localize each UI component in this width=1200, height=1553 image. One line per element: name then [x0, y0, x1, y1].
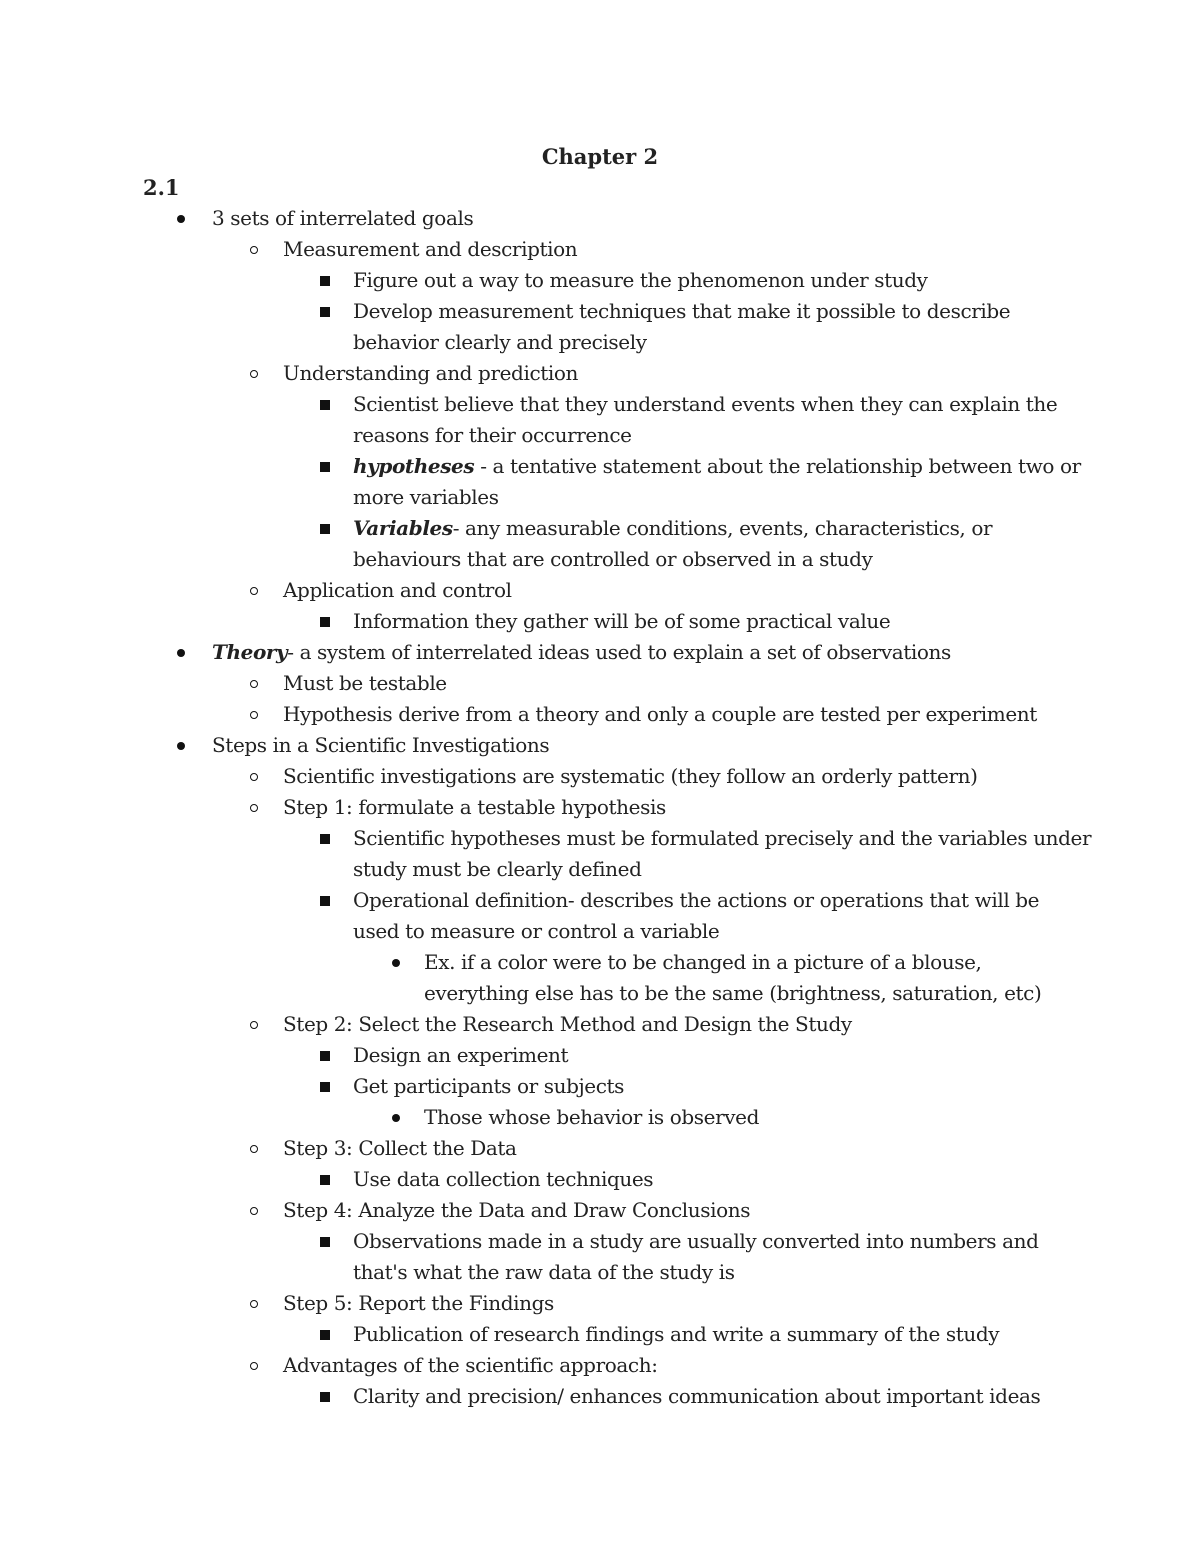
line-text: used to measure or control a variable: [353, 919, 720, 943]
outline-line-level-4: [424, 947, 982, 978]
circle-bullet-icon: [250, 246, 258, 254]
line-text: Step 2: Select the Research Method and Design the Study: [283, 1012, 852, 1036]
circle-bullet-icon: [250, 1021, 258, 1029]
line-text: Advantages of the scientific approach:: [283, 1353, 658, 1377]
outline-line-level-2: [283, 575, 512, 606]
circle-bullet-icon: [250, 680, 258, 688]
outline-line-level-2: [283, 1288, 554, 1319]
outline-line-level-3: [353, 513, 992, 544]
square-bullet-icon: [320, 524, 330, 534]
line-text: - a system of interrelated ideas used to explain a set of observations: [287, 640, 951, 664]
circle-bullet-icon: [250, 1145, 258, 1153]
outline-line-level-3: [353, 854, 641, 885]
outline-line-level-2: [283, 761, 978, 792]
circle-bullet-icon: [250, 773, 258, 781]
line-text: Step 4: Analyze the Data and Draw Conclusions: [283, 1198, 751, 1222]
square-bullet-icon: [320, 1237, 330, 1247]
disc-bullet-icon: [177, 649, 185, 657]
outline-line-level-2: [283, 1133, 517, 1164]
square-bullet-icon: [320, 1175, 330, 1185]
line-text: Design an experiment: [353, 1043, 569, 1067]
line-text: Scientific investigations are systematic (they follow an orderly pattern): [283, 764, 978, 788]
line-text: Clarity and precision/ enhances communication about important ideas: [353, 1384, 1041, 1408]
line-text: - any measurable conditions, events, characteristics, or: [452, 516, 993, 540]
square-bullet-icon: [320, 1051, 330, 1061]
outline-line-level-4: [424, 1102, 759, 1133]
outline-line-level-3: [353, 885, 1039, 916]
line-text: Measurement and description: [283, 237, 578, 261]
circle-bullet-icon: [250, 587, 258, 595]
outline-line-level-3: [353, 1071, 624, 1102]
line-text: Information they gather will be of some practical value: [353, 609, 891, 633]
outline-line-level-2: [283, 668, 447, 699]
line-text: Step 3: Collect the Data: [283, 1136, 517, 1160]
square-bullet-icon: [320, 400, 330, 410]
disc-bullet-icon: [392, 959, 400, 967]
defined-term: Theory: [212, 640, 288, 664]
square-bullet-icon: [320, 896, 330, 906]
line-text: Publication of research findings and write a summary of the study: [353, 1322, 1000, 1346]
line-text: Use data collection techniques: [353, 1167, 654, 1191]
line-text: Figure out a way to measure the phenomenon under study: [353, 268, 928, 292]
outline-line-level-3: [353, 1257, 735, 1288]
outline-line-level-3: [353, 296, 1010, 327]
outline-line-level-3: [353, 1164, 653, 1195]
outline-line-level-3: [353, 606, 890, 637]
outline-line-level-3: [353, 451, 1081, 482]
line-text: Understanding and prediction: [283, 361, 579, 385]
disc-bullet-icon: [392, 1114, 400, 1122]
square-bullet-icon: [320, 834, 330, 844]
square-bullet-icon: [320, 1330, 330, 1340]
outline-line-level-3: [353, 544, 872, 575]
line-text: reasons for their occurrence: [353, 423, 632, 447]
square-bullet-icon: [320, 276, 330, 286]
line-text: - a tentative statement about the relationship between two or: [474, 454, 1081, 478]
line-text: Develop measurement techniques that make it possible to describe: [353, 299, 1011, 323]
outline-line-level-1: [212, 203, 473, 234]
line-text: Hypothesis derive from a theory and only a couple are tested per experiment: [283, 702, 1037, 726]
outline-line-level-3: [353, 1319, 999, 1350]
outline-line-level-2: [283, 1350, 658, 1381]
square-bullet-icon: [320, 307, 330, 317]
line-text: Steps in a Scientific Investigations: [212, 733, 550, 757]
outline-line-level-3: [353, 265, 928, 296]
outline-line-level-2: [283, 792, 666, 823]
circle-bullet-icon: [250, 370, 258, 378]
outline-line-level-3: [353, 916, 719, 947]
outline-line-level-2: [283, 234, 577, 265]
line-text: Scientific hypotheses must be formulated precisely and the variables under: [353, 826, 1092, 850]
square-bullet-icon: [320, 1392, 330, 1402]
line-text: Get participants or subjects: [353, 1074, 625, 1098]
line-text: that's what the raw data of the study is: [353, 1260, 735, 1284]
line-text: Scientist believe that they understand events when they can explain the: [353, 392, 1058, 416]
defined-term: Variables: [353, 516, 453, 540]
outline-line-level-3: [353, 327, 647, 358]
outline-line-level-2: [283, 699, 1037, 730]
defined-term: hypotheses: [353, 454, 475, 478]
outline-line-level-3: [353, 823, 1091, 854]
line-text: Operational definition- describes the actions or operations that will be: [353, 888, 1040, 912]
outline-line-level-1: [212, 730, 549, 761]
circle-bullet-icon: [250, 1300, 258, 1308]
line-text: Step 1: formulate a testable hypothesis: [283, 795, 666, 819]
line-text: more variables: [353, 485, 499, 509]
outline-line-level-3: [353, 1040, 568, 1071]
square-bullet-icon: [320, 462, 330, 472]
section-heading: 2.1: [143, 175, 180, 200]
circle-bullet-icon: [250, 1362, 258, 1370]
outline-line-level-3: [353, 482, 499, 513]
disc-bullet-icon: [177, 215, 185, 223]
line-text: behaviours that are controlled or observed in a study: [353, 547, 873, 571]
square-bullet-icon: [320, 1082, 330, 1092]
outline-line-level-3: [353, 1226, 1039, 1257]
disc-bullet-icon: [177, 742, 185, 750]
outline-line-level-2: [283, 358, 578, 389]
circle-bullet-icon: [250, 1207, 258, 1215]
outline-line-level-4: [424, 978, 1041, 1009]
outline-line-level-2: [283, 1009, 852, 1040]
outline-line-level-3: [353, 1381, 1040, 1412]
line-text: study must be clearly defined: [353, 857, 642, 881]
outline-line-level-3: [353, 420, 632, 451]
page-title: Chapter 2: [541, 144, 659, 169]
line-text: behavior clearly and precisely: [353, 330, 647, 354]
line-text: Must be testable: [283, 671, 447, 695]
line-text: Step 5: Report the Findings: [283, 1291, 554, 1315]
line-text: Those whose behavior is observed: [424, 1105, 759, 1129]
line-text: Observations made in a study are usually converted into numbers and: [353, 1229, 1039, 1253]
outline-line-level-3: [353, 389, 1057, 420]
outline-line-level-2: [283, 1195, 750, 1226]
square-bullet-icon: [320, 617, 330, 627]
line-text: Ex. if a color were to be changed in a picture of a blouse,: [424, 950, 982, 974]
line-text: Application and control: [283, 578, 512, 602]
circle-bullet-icon: [250, 711, 258, 719]
circle-bullet-icon: [250, 804, 258, 812]
outline-line-level-1: [212, 637, 951, 668]
line-text: 3 sets of interrelated goals: [212, 206, 474, 230]
line-text: everything else has to be the same (brightness, saturation, etc): [424, 981, 1042, 1005]
